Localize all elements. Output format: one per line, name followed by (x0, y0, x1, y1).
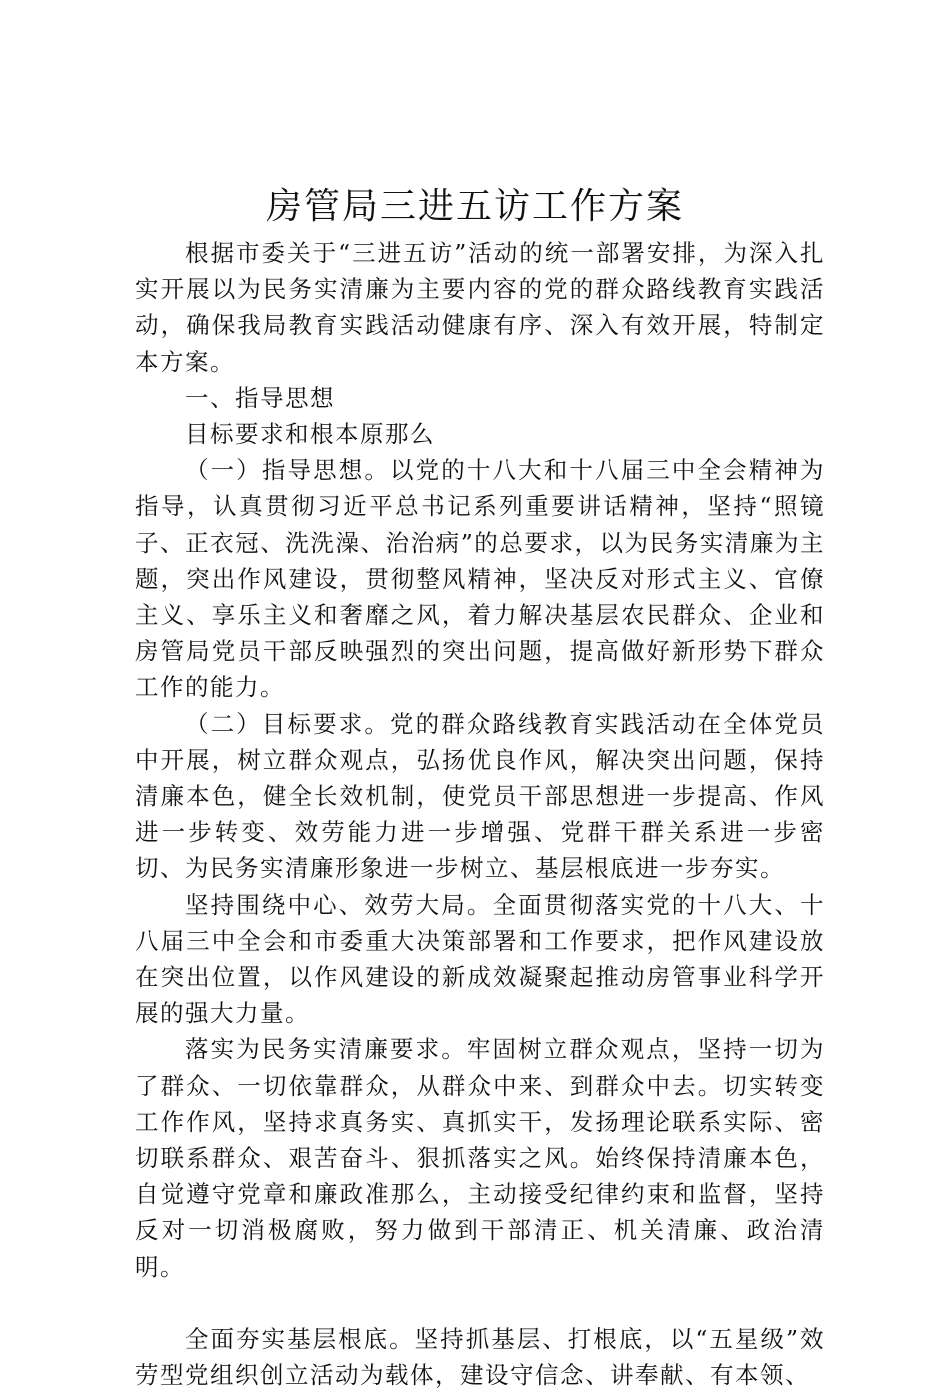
paragraph-intro: 根据市委关于“三进五访”活动的统一部署安排，为深入扎实开展以为民务实清廉为主要内容的党的群众路线教育实践活动，确保我局教育实践活动健康有序、深入有效开展，特制定本方案。 (135, 239, 825, 376)
section-heading-guiding-ideology: 一、指导思想 (185, 383, 335, 412)
subheading-goals-principles: 目标要求和根本原那么 (185, 420, 435, 449)
paragraph-guiding-ideology: （一）指导思想。以党的十八大和十八届三中全会精神为指导，认真贯彻习近平总书记系列重要讲话精神，坚持“照镜子、正衣冠、洗洗澡、治治病”的总要求，以为民务实清廉为主题，突出作风建设，贯彻整风精神，坚决反对形式主义、官僚主义、享乐主义和奢靡之风，着力解决基层农民群众、企业和房管局党员干部反映强烈的突出问题，提高做好新形势下群众工作的能力。 (135, 456, 825, 702)
paragraph-clean-government: 落实为民务实清廉要求。牢固树立群众观点，坚持一切为了群众、一切依靠群众，从群众中来、到群众中去。切实转变工作作风，坚持求真务实、真抓实干，发扬理论联系实际、密切联系群众、艰苦奋斗、狠抓落实之风。始终保持清廉本色，自觉遵守党章和廉政准那么，主动接受纪律约束和监督，坚持反对一切消极腐败，努力做到干部清正、机关清廉、政治清明。 (135, 1035, 825, 1281)
document-title: 房管局三进五访工作方案 (265, 186, 684, 227)
paragraph-serve-overall: 坚持围绕中心、效劳大局。全面贯彻落实党的十八大、十八届三中全会和市委重大决策部署和工作要求，把作风建设放在突出位置，以作风建设的新成效凝聚起推动房管事业科学开展的强大力量。 (135, 890, 825, 1028)
document-body (135, 235, 825, 1393)
paragraph-goal-requirements: （二）目标要求。党的群众路线教育实践活动在全体党员中开展，树立群众观点，弘扬优良作风，解决突出问题，保持清廉本色，健全长效机制，使党员干部思想进一步提高、作风进一步转变、效劳能力进一步增强、党群干群关系进一步密切、为民务实清廉形象进一步树立、基层根底进一步夯实。 (135, 709, 825, 883)
paragraph-grassroots: 全面夯实基层根底。坚持抓基层、打根底，以“五星级”效劳型党组织创立活动为载体，建设守信念、讲奉献、有本领、 (135, 1324, 825, 1390)
